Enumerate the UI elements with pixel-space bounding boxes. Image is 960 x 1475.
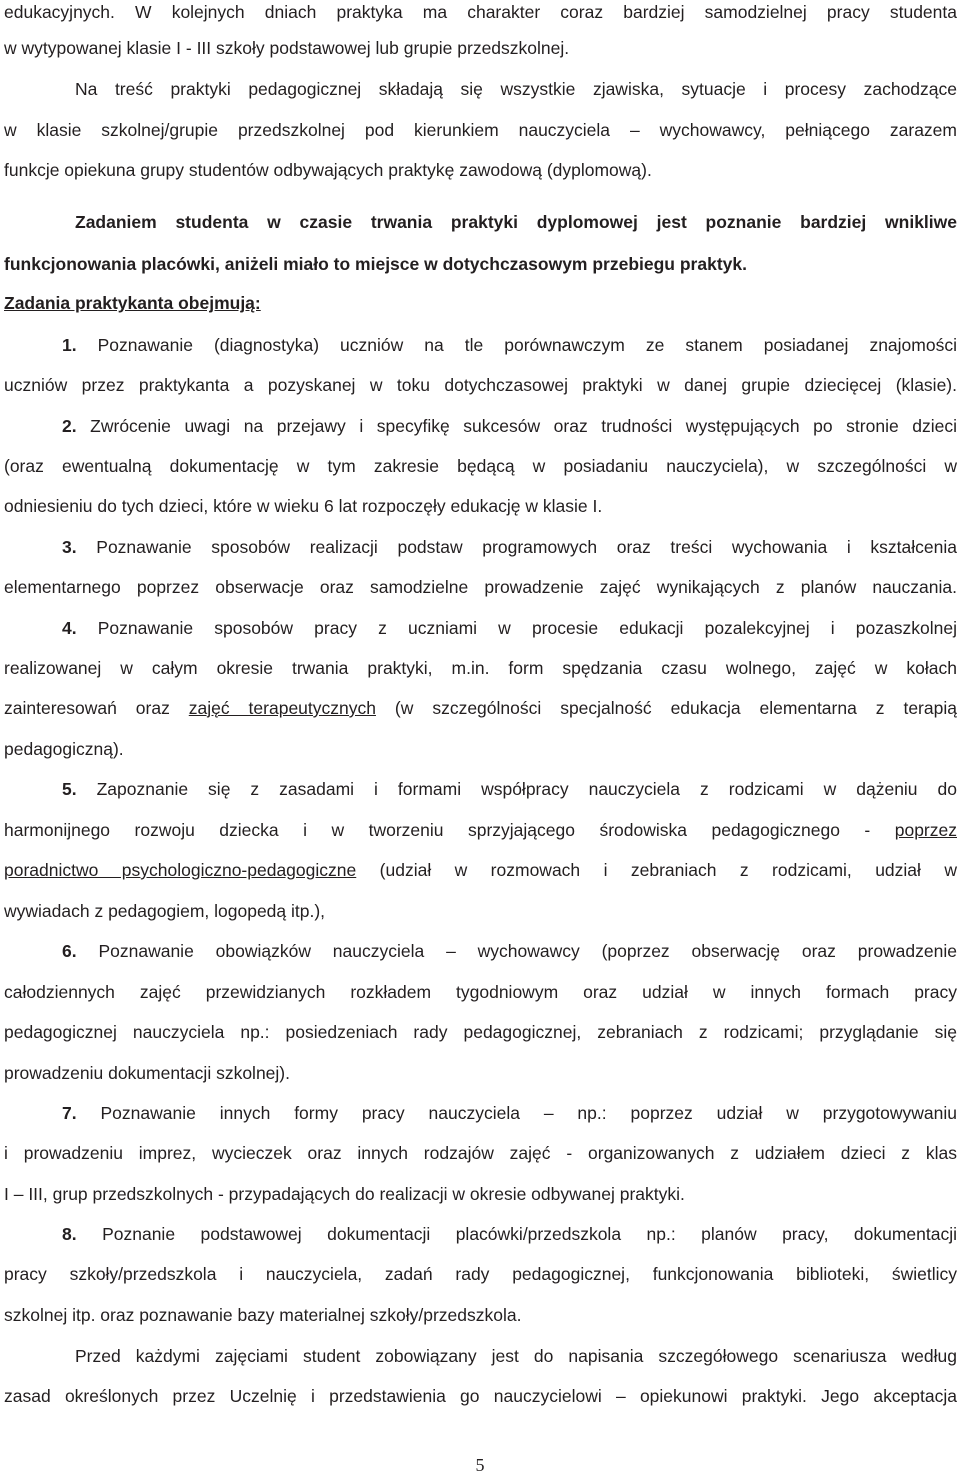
list-number: 5. bbox=[62, 779, 77, 799]
list-item-6 bbox=[62, 939, 957, 963]
list-item-7 bbox=[62, 1101, 957, 1125]
list-item-2 bbox=[62, 414, 957, 438]
bold-paragraph-line: Zadaniem studenta w czasie trwania praktyki dyplomowej jest poznanie bardziej wnikliwe bbox=[75, 212, 957, 232]
list-number: 2. bbox=[62, 416, 77, 436]
text-line: realizowanej w całym okresie trwania praktyki, m.in. form spędzania czasu wolnego, zajęć w kołach bbox=[4, 658, 957, 678]
text-line: wywiadach z pedagogiem, logopedą itp.), bbox=[4, 901, 326, 921]
underlined-text: zajęć terapeutycznych bbox=[188, 698, 376, 718]
list-item-3 bbox=[62, 535, 957, 559]
text-line: i prowadzeniu imprez, wycieczek oraz innych rodzajów zajęć - organizowanych z udziałem dzieci z klas bbox=[4, 1143, 957, 1163]
underlined-text: poprzez bbox=[894, 820, 957, 840]
text-line: szkolnej itp. oraz poznawanie bazy materialnej szkoły/przedszkola. bbox=[4, 1305, 522, 1325]
list-number: 7. bbox=[62, 1103, 77, 1123]
text-line: uczniów przez praktykanta a pozyskanej w toku dotychczasowej praktyki w danej grupie dziecięcej (klasie). bbox=[4, 375, 957, 395]
list-item-text: Poznawanie (diagnostyka) uczniów na tle porównawczym ze stanem posiadanej znajomości bbox=[97, 335, 957, 355]
text-line: funkcje opiekuna grupy studentów odbywających praktykę zawodową (dyplomową). bbox=[4, 160, 652, 180]
section-heading: Zadania praktykanta obejmują: bbox=[4, 293, 261, 313]
text-line: pedagogiczną). bbox=[4, 739, 124, 759]
list-item-text: Zapoznanie się z zasadami i formami współpracy nauczyciela z rodzicami w dążeniu do bbox=[96, 779, 957, 799]
bold-paragraph-line: funkcjonowania placówki, aniżeli miało to miejsce w dotychczasowym przebiegu praktyk. bbox=[4, 254, 747, 274]
list-number: 8. bbox=[62, 1224, 77, 1244]
text-line bbox=[4, 696, 957, 720]
list-item-1 bbox=[62, 333, 957, 357]
page-number: 5 bbox=[475, 1455, 485, 1475]
text-line bbox=[4, 858, 957, 882]
list-number: 1. bbox=[62, 335, 77, 355]
list-item-4 bbox=[62, 616, 957, 640]
text-line: w klasie szkolnej/grupie przedszkolnej pod kierunkiem nauczyciela – wychowawcy, pełniącego zarazem bbox=[4, 120, 957, 140]
list-item-5 bbox=[62, 777, 957, 801]
text-line: edukacyjnych. W kolejnych dniach praktyka ma charakter coraz bardziej samodzielnej pracy studenta bbox=[4, 2, 957, 22]
text-line: w wytypowanej klasie I - III szkoły podstawowej lub grupie przedszkolnej. bbox=[4, 38, 570, 58]
text-line: pracy szkoły/przedszkola i nauczyciela, zadań rady pedagogicznej, funkcjonowania biblioteki, świetlicy bbox=[4, 1264, 957, 1284]
list-item-text: Poznawanie obowiązków nauczyciela – wychowawcy (poprzez obserwację oraz prowadzenie bbox=[98, 941, 957, 961]
list-item-text: Zwrócenie uwagi na przejawy i specyfikę sukcesów oraz trudności występujących po stronie dzieci bbox=[90, 416, 957, 436]
list-item-8 bbox=[62, 1222, 957, 1246]
text-line bbox=[4, 818, 957, 842]
list-item-text: Poznawanie innych formy pracy nauczyciela – np.: poprzez udział w przygotowywaniu bbox=[100, 1103, 957, 1123]
paragraph-first-line: Przed każdymi zajęciami student zobowiązany jest do napisania szczegółowego scenariusza według bbox=[75, 1346, 957, 1366]
text-line: całodziennych zajęć przewidzianych rozkładem tygodniowym oraz udział w innych formach pracy bbox=[4, 982, 957, 1002]
paragraph-first-line: Na treść praktyki pedagogicznej składają się wszystkie zjawiska, sytuacje i procesy zachodzące bbox=[75, 79, 957, 99]
text-line: (oraz ewentualną dokumentację w tym zakresie będącą w posiadaniu nauczyciela), w szczególności w bbox=[4, 456, 957, 476]
list-number: 4. bbox=[62, 618, 77, 638]
text-segment: harmonijnego rozwoju dziecka i w tworzeniu sprzyjającego środowiska pedagogicznego - bbox=[4, 820, 871, 840]
text-segment: (w szczególności specjalność edukacja elementarna z terapią bbox=[394, 698, 957, 718]
text-segment: (udział w rozmowach i zebraniach z rodzicami, udział bbox=[379, 860, 921, 880]
list-item-text: Poznawanie sposobów realizacji podstaw programowych oraz treści wychowania i kształcenia bbox=[96, 537, 957, 557]
text-line: pedagogicznej nauczyciela np.: posiedzeniach rady pedagogicznej, zebraniach z rodzicami; przyglądanie się bbox=[4, 1022, 957, 1042]
text-line: zasad określonych przez Uczelnię i przedstawienia go nauczycielowi – opiekunowi praktyki. Jego akceptacja bbox=[4, 1386, 957, 1406]
text-line: elementarnego poprzez obserwacje oraz samodzielne prowadzenie zajęć wynikających z planów nauczania. bbox=[4, 577, 957, 597]
list-item-text: Poznawanie sposobów pracy z uczniami w procesie edukacji pozalekcyjnej i pozaszkolnej bbox=[97, 618, 957, 638]
text-line: odniesieniu do tych dzieci, które w wieku 6 lat rozpoczęły edukację w klasie I. bbox=[4, 496, 603, 516]
text-line: prowadzeniu dokumentacji szkolnej). bbox=[4, 1063, 290, 1083]
text-segment: zainteresowań oraz bbox=[4, 698, 170, 718]
list-number: 3. bbox=[62, 537, 77, 557]
list-number: 6. bbox=[62, 941, 77, 961]
text-segment: w bbox=[944, 860, 957, 880]
list-item-text: Poznanie podstawowej dokumentacji placówki/przedszkola np.: planów pracy, dokumentacji bbox=[102, 1224, 957, 1244]
text-line: I – III, grup przedszkolnych - przypadających do realizacji w okresie odbywanej praktyki. bbox=[4, 1184, 685, 1204]
underlined-text: poradnictwo psychologiczno-pedagogiczne bbox=[4, 860, 357, 880]
